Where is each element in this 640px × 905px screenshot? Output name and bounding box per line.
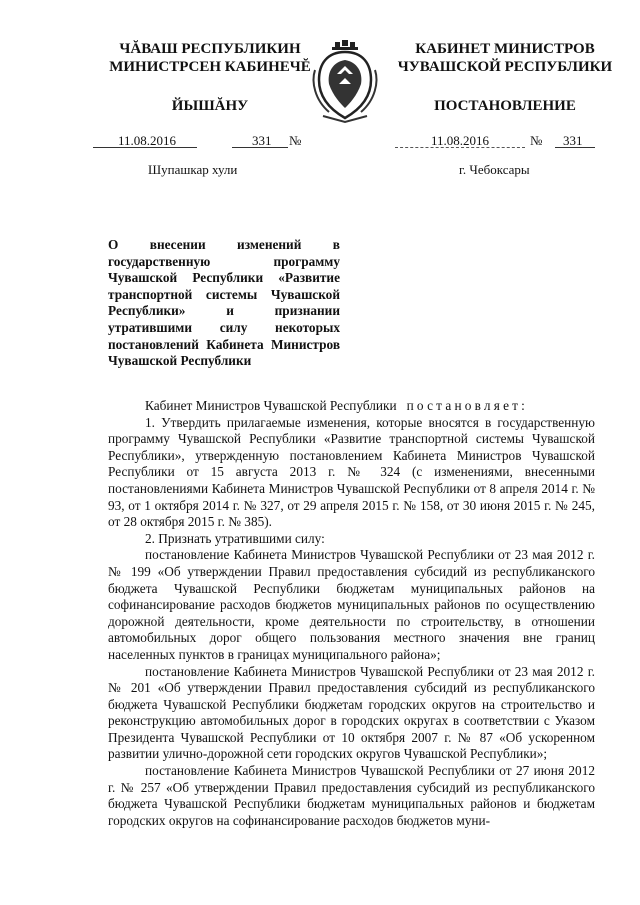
right-date-underline	[395, 147, 525, 148]
paragraph-3: постановление Кабинета Министров Чувашской Республики от 23 мая 2012 г. № 199 «Об утверждении Правил предоставления субсидий из республиканского бюджета Чувашской Республики бюджетам муниципальных районов на софинансирование расходов бюджетов муниципальных районов по осуществлению дорожной деятельности, кроме деятельности по строительству, в отношении автомобильных дорог общего пользования местного значения вне границ населенных пунктов в границах муниципального района»;	[108, 547, 595, 662]
header-right-line1: КАБИНЕТ МИНИСТРОВ	[415, 41, 595, 57]
header-right	[385, 40, 625, 76]
doc-type-right: ПОСТАНОВЛЕНИЕ	[434, 98, 576, 114]
right-no-sign: №	[530, 133, 543, 148]
left-place: Шупашкар хули	[148, 162, 238, 177]
left-number-underline	[232, 147, 288, 148]
left-no-sign: №	[289, 133, 302, 148]
paragraph-2: 2. Признать утратившими силу:	[145, 530, 325, 546]
paragraph-1: 1. Утвердить прилагаемые изменения, которые вносятся в государственную программу Чувашской Республики «Развитие транспортной системы Чувашской Республики», утвержденную постановлением Кабинета Министров Чувашской Республики от 15 августа 2013 г. № 324 (с изменениями, внесенными постановлениями Кабинета Министров Чувашской Республики от 8 апреля 2014 г. № 93, от 1 октября 2014 г. № 327, от 29 апреля 2015 г. № 158, от 30 июня 2015 г. № 245, от 28 октября 2015 г. № 385).	[108, 414, 595, 530]
intro-text: Кабинет Министров Чувашской Республики	[145, 398, 397, 413]
doc-type-left: ЙЫШĂНУ	[171, 98, 249, 114]
paragraph-4: постановление Кабинета Министров Чувашской Республики от 23 мая 2012 г. № 201 «Об утверждении Правил предоставления субсидий из республиканского бюджета Чувашской Республики бюджетам городских округов на строительство и реконструкцию автомобильных дорог в городских округах в соответствии с Указом Президента Чувашской Республики от 10 октября 2007 г. № 87 «Об ускоренном развитии улично-дорожной сети городских округов Чувашской Республики»;	[108, 663, 595, 762]
right-date: 11.08.2016	[431, 133, 490, 148]
coat-of-arms-emblem	[309, 40, 381, 124]
document-body	[108, 398, 595, 829]
header-left-line1: ЧĂВАШ РЕСПУБЛИКИН	[119, 41, 301, 57]
intro-paragraph	[108, 398, 595, 415]
header-left-line2: МИНИСТРСЕН КАБИНЕЧĔ	[109, 59, 311, 75]
left-date: 11.08.2016	[118, 133, 177, 148]
right-place: г. Чебоксары	[459, 162, 530, 177]
document-subject: О внесении изменений в государственную программу Чувашской Республики «Развитие транспортной системы Чувашской Республики» и признании утратившими силу некоторых постановлений Кабинета Министров Чувашской Республики	[108, 237, 340, 369]
header-right-line2: ЧУВАШСКОЙ РЕСПУБЛИКИ	[397, 59, 613, 75]
decree-word: постановляет:	[406, 398, 529, 413]
header-left	[95, 40, 325, 76]
paragraph-5: постановление Кабинета Министров Чувашской Республики от 27 июня 2012 г. № 257 «Об утверждении Правил предоставления субсидий из республиканского бюджета Чувашской Республики бюджетам муниципальных районов и бюджетам городских округов на софинансирование расходов бюджетов муни-	[108, 763, 595, 828]
right-number: 331	[563, 133, 583, 148]
right-number-underline	[555, 147, 595, 148]
left-date-underline	[93, 147, 197, 148]
left-number: 331	[252, 133, 272, 148]
